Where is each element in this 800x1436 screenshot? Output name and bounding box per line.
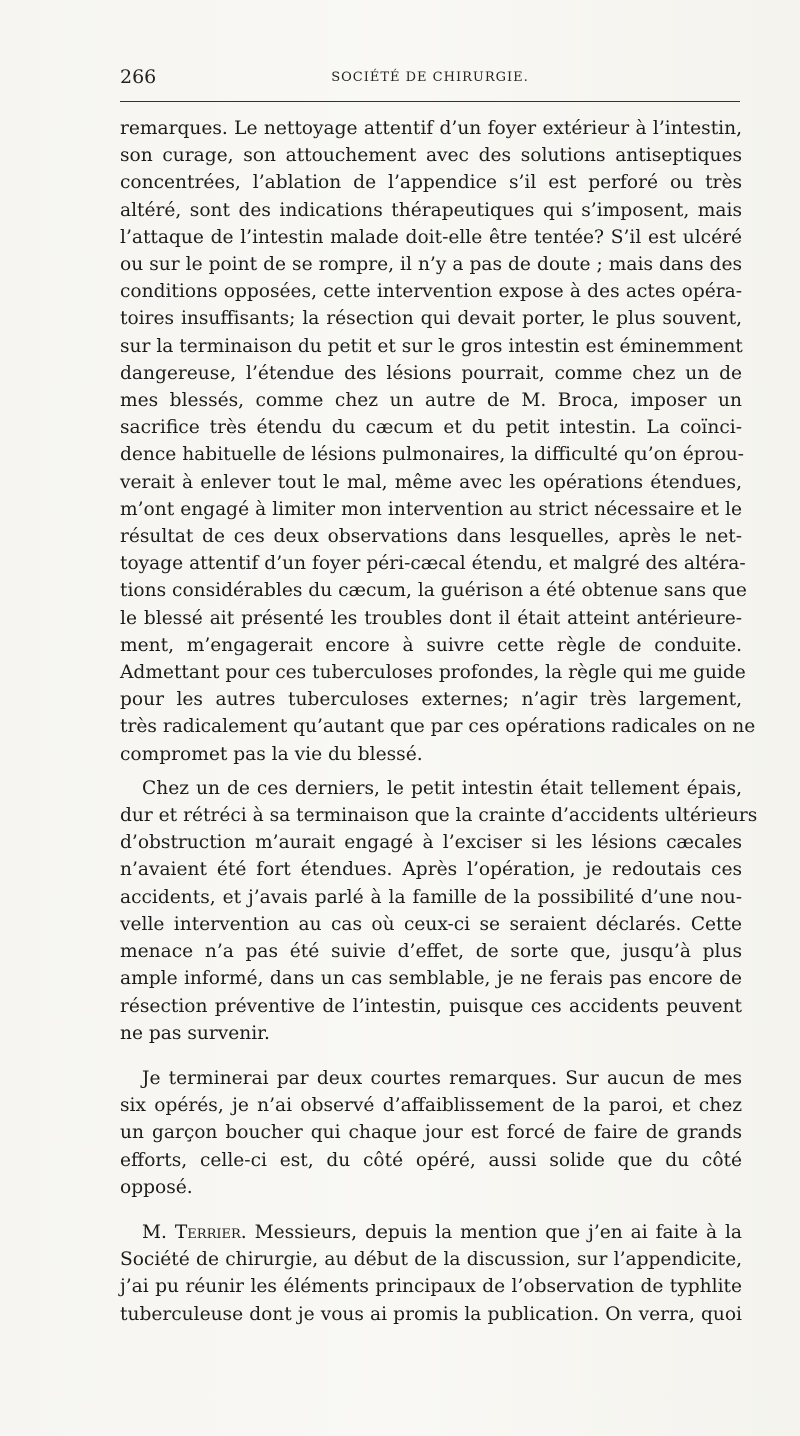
text-line: ou sur le point de se rompre, il n’y a pas de doute ; mais dans des xyxy=(120,254,742,276)
text-line: n’avaient été fort étendues. Après l’opération, je redoutais ces xyxy=(120,859,742,881)
text-line: l’attaque de l’intestin malade doit-elle être tentée? S’il est ulcéré xyxy=(120,226,742,248)
text-line: sur la terminaison du petit et sur le gros intestin est éminemment xyxy=(120,335,743,357)
text-line: résultat de ces deux observations dans lesquelles, après le net- xyxy=(120,526,742,548)
text-line: m’ont engagé à limiter mon intervention au strict nécessaire et le xyxy=(120,498,742,520)
page-header xyxy=(120,66,740,92)
paragraph xyxy=(120,775,758,1047)
text-line: très radicalement qu’autant que par ces opérations radicales on ne xyxy=(120,716,756,738)
speaker-name: M. Terrier. xyxy=(142,1221,247,1243)
text-line: Société de chirurgie, au début de la discussion, sur l’appendicite, xyxy=(120,1249,742,1271)
text-line: Chez un de ces derniers, le petit intestin était tellement épais, xyxy=(142,777,742,799)
text-line: dence habituelle de lésions pulmonaires, la difficulté qu’on éprou- xyxy=(120,444,744,466)
text-line: velle intervention au cas où ceux-ci se seraient déclarés. Cette xyxy=(120,913,742,935)
header-rule xyxy=(120,101,740,102)
text-line: pour les autres tuberculoses externes; n’agir très largement, xyxy=(120,689,742,711)
text-line: ne pas survenir. xyxy=(120,1022,270,1044)
text-line: accidents, et j’avais parlé à la famille de la possibilité d’une nou- xyxy=(120,886,742,908)
paragraph xyxy=(120,1219,742,1328)
text-line: toyage attentif d’un foyer péri-cæcal étendu, et malgré des altéra- xyxy=(120,553,746,575)
text-line: remarques. Le nettoyage attentif d’un foyer extérieur à l’intestin, xyxy=(120,118,742,139)
text-line: tions considérables du cæcum, la guérison a été obtenue sans que xyxy=(120,580,747,602)
text-line: menace n’a pas été suivie d’effet, de sorte que, jusqu’à plus xyxy=(120,941,742,963)
text-line: dur et rétréci à sa terminaison que la crainte d’accidents ultérieurs xyxy=(120,805,758,827)
paragraph xyxy=(120,1065,742,1201)
text-line: j’ai pu réunir les éléments principaux de l’observation de typhlite xyxy=(120,1276,742,1298)
text-line: sacrifice très étendu du cæcum et du petit intestin. La coïnci- xyxy=(120,417,742,439)
text-line: dangereuse, l’étendue des lésions pourrait, comme chez un de xyxy=(120,362,742,384)
text-line: un garçon boucher qui chaque jour est forcé de faire de grands xyxy=(120,1122,742,1144)
text-line: toires insuffisants; la résection qui devait porter, le plus souvent, xyxy=(120,308,742,330)
text-line: ample informé, dans un cas semblable, je ne ferais pas encore de xyxy=(120,968,742,990)
paragraph xyxy=(120,115,756,768)
text-line: mes blessés, comme chez un autre de M. Broca, imposer un xyxy=(120,390,742,412)
text-line: opposé. xyxy=(120,1176,193,1198)
text-line xyxy=(120,1219,742,1246)
text-line: son curage, son attouchement avec des solutions antiseptiques xyxy=(120,145,742,167)
text-line: résection préventive de l’intestin, puisque ces accidents peuvent xyxy=(120,995,742,1017)
page-number: 266 xyxy=(120,66,157,88)
text-line: verait à enlever tout le mal, même avec les opérations étendues, xyxy=(120,471,742,493)
text-line: le blessé ait présenté les troubles dont il était atteint antérieure- xyxy=(120,607,742,629)
text-line: efforts, celle-ci est, du côté opéré, aussi solide que du côté xyxy=(120,1149,742,1171)
text-line: six opérés, je n’ai observé d’affaiblissement de la paroi, et chez xyxy=(120,1095,742,1117)
text-line: compromet pas la vie du blessé. xyxy=(120,743,423,765)
body-text xyxy=(120,115,758,1328)
text-line: concentrées, l’ablation de l’appendice s’il est perforé ou très xyxy=(120,172,742,194)
running-head: SOCIÉTÉ DE CHIRURGIE. xyxy=(331,70,529,85)
text-line: conditions opposées, cette intervention expose à des actes opéra- xyxy=(120,281,742,303)
text-line: Admettant pour ces tuberculoses profondes, la règle qui me guide xyxy=(120,662,746,684)
speaker-line-text: Messieurs, depuis la mention que j’en ai faite à la xyxy=(246,1221,743,1243)
text-line: tuberculeuse dont je vous ai promis la publication. On verra, quoi xyxy=(120,1303,742,1325)
text-line: ment, m’engagerait encore à suivre cette règle de conduite. xyxy=(120,634,742,656)
text-line: Je terminerai par deux courtes remarques. Sur aucun de mes xyxy=(142,1067,742,1089)
text-line: d’obstruction m’aurait engagé à l’exciser si les lésions cæcales xyxy=(120,832,742,854)
text-line: altéré, sont des indications thérapeutiques qui s’imposent, mais xyxy=(120,199,742,221)
